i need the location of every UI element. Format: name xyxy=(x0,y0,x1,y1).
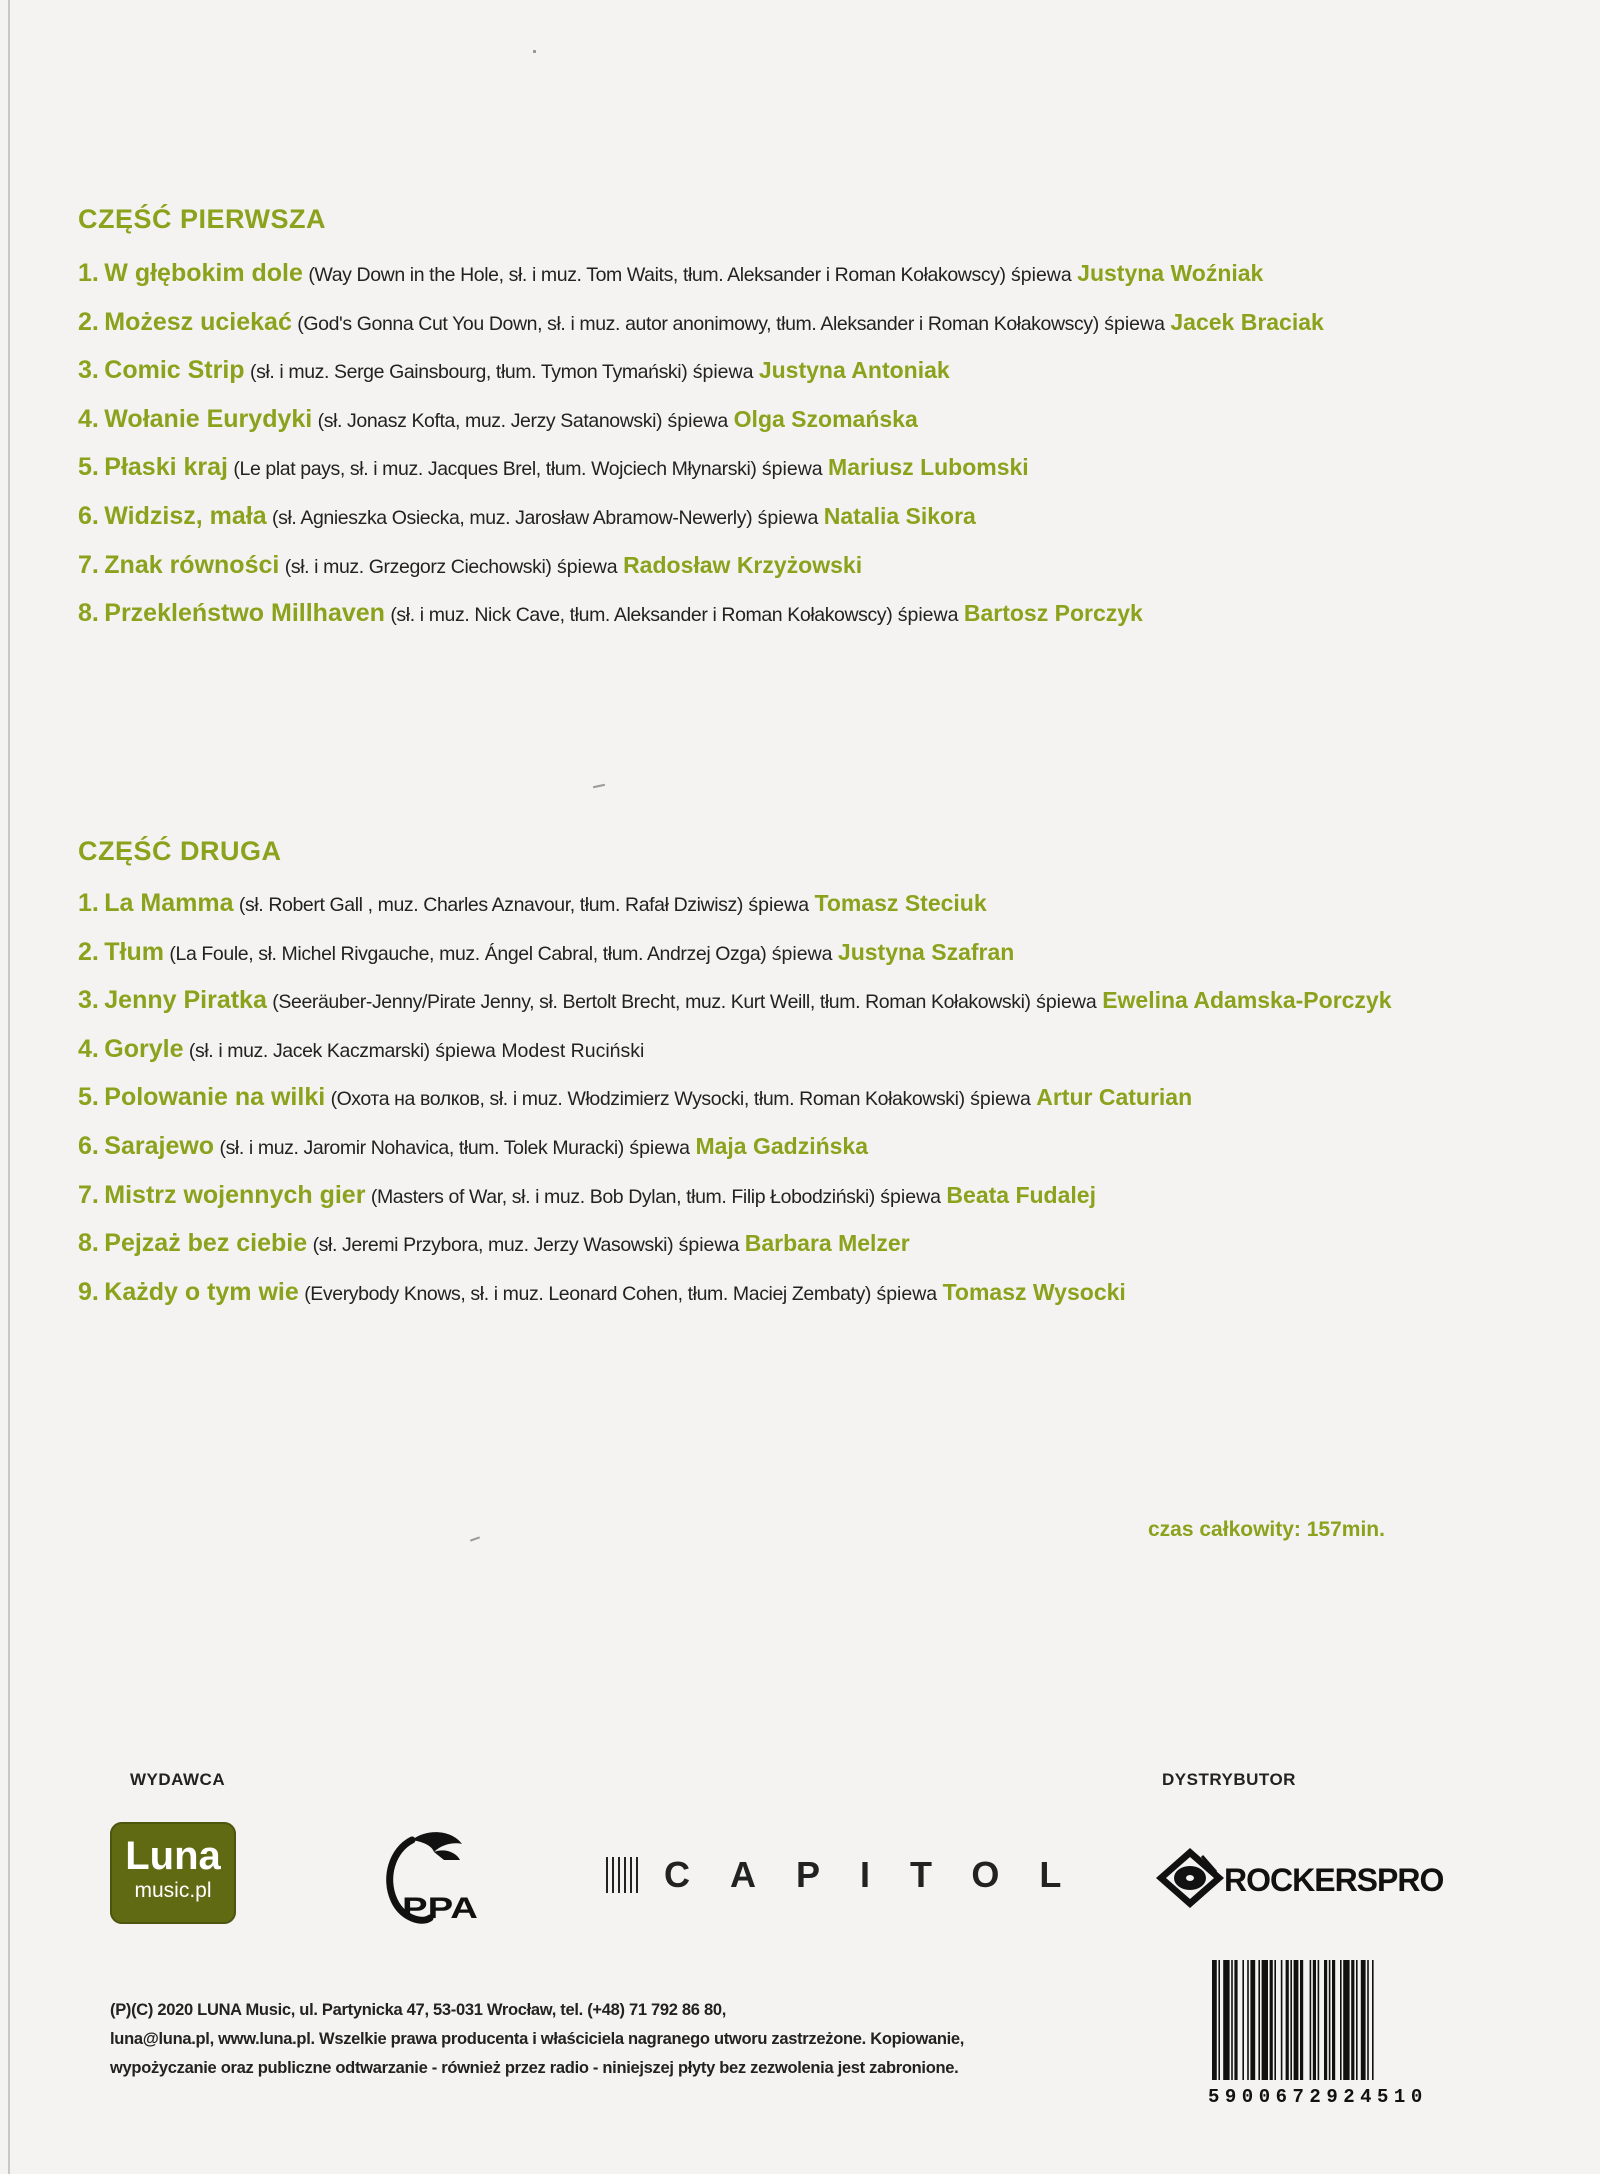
track-singer: Artur Caturian xyxy=(1036,1084,1193,1111)
track-title: Płaski kraj xyxy=(104,453,228,482)
copyright-line: luna@luna.pl, www.luna.pl. Wszelkie prawa producenta i właściciela nagranego utworu zastrzeżone. Kopiowanie, xyxy=(110,2030,965,2048)
track-title: Sarajewo xyxy=(104,1131,215,1160)
track-title: Wołanie Eurydyki xyxy=(104,404,313,433)
track-singer: Tomasz Wysocki xyxy=(942,1278,1126,1305)
track-credits: (Seeräuber-Jenny/Pirate Jenny, sł. Bertolt Brecht, muz. Kurt Weill, tłum. Roman Kołakowski) xyxy=(272,991,1031,1014)
luna-music-logo xyxy=(110,1822,236,1924)
track-item xyxy=(78,443,1558,492)
track-credits: (sł. i muz. Nick Cave, tłum. Aleksander i Roman Kołakowscy) xyxy=(390,604,893,627)
track-item xyxy=(78,249,1558,298)
track-number: 5. xyxy=(78,453,99,482)
track-number: 2. xyxy=(78,307,99,336)
track-performed-by: śpiewa xyxy=(1104,312,1165,335)
track-performed-by: śpiewa xyxy=(1036,991,1097,1014)
copyright-line: (P)(C) 2020 LUNA Music, ul. Partynicka 47, 53-031 Wrocław, tel. (+48) 71 792 86 80, xyxy=(110,2001,726,2019)
track-number: 8. xyxy=(78,1229,99,1258)
track-number: 4. xyxy=(78,1034,99,1063)
track-item xyxy=(78,589,1558,638)
track-item xyxy=(78,1219,1558,1268)
track-credits: (sł. Robert Gall , muz. Charles Aznavour, tłum. Rafał Dziwisz) xyxy=(238,894,743,916)
track-performed-by: śpiewa xyxy=(667,409,729,432)
dust-speck xyxy=(533,50,536,53)
track-credits: (sł. i muz. Jaromir Nohavica, tłum. Tolek Muracki) xyxy=(219,1136,624,1159)
track-number: 4. xyxy=(78,404,99,433)
track-item xyxy=(78,395,1558,444)
track-number: 3. xyxy=(78,356,99,385)
track-singer: Natalia Sikora xyxy=(823,502,976,529)
capitol-bars-icon xyxy=(606,1857,638,1893)
track-performed-by: śpiewa xyxy=(897,604,959,627)
track-singer: Justyna Szafran xyxy=(837,938,1015,965)
track-singer: Modest Ruciński xyxy=(501,1039,645,1062)
track-title: Polowanie na wilki xyxy=(104,1083,326,1112)
track-title: Jenny Piratka xyxy=(104,986,267,1015)
track-number: 6. xyxy=(78,1131,99,1160)
barcode xyxy=(1208,1960,1488,2085)
publisher-label: WYDAWCA xyxy=(130,1770,226,1789)
track-credits: (God's Gonna Cut You Down, sł. i muz. autor anonimowy, tłum. Aleksander i Roman Kołakowscy) xyxy=(297,312,1099,335)
track-singer: Olga Szomańska xyxy=(733,405,918,432)
track-title: W głębokim dole xyxy=(104,259,303,287)
track-singer: Maja Gadzińska xyxy=(695,1132,869,1159)
luna-logo-line2: music.pl xyxy=(134,1879,212,1902)
track-number: 9. xyxy=(78,1277,99,1306)
track-number: 6. xyxy=(78,501,99,530)
tracklist-part-two xyxy=(78,879,1558,1316)
track-title: Goryle xyxy=(104,1034,184,1063)
track-singer: Beata Fudalej xyxy=(946,1181,1096,1208)
track-credits: (Le plat pays, sł. i muz. Jacques Brel, tłum. Wojciech Młynarski) xyxy=(233,458,757,481)
track-performed-by: śpiewa xyxy=(876,1282,938,1305)
track-item xyxy=(78,1122,1558,1171)
rockerspro-logo-text: ROCKERSPRO xyxy=(1224,1862,1444,1898)
track-title: Pejzaż bez ciebie xyxy=(104,1229,308,1258)
track-item xyxy=(78,541,1558,590)
track-item xyxy=(78,346,1558,395)
track-singer: Radosław Krzyżowski xyxy=(623,551,863,578)
track-number: 1. xyxy=(78,889,99,917)
track-item xyxy=(78,1171,1558,1220)
track-item xyxy=(78,298,1558,347)
track-item xyxy=(78,1025,1558,1074)
track-performed-by: śpiewa xyxy=(771,942,833,965)
track-performed-by: śpiewa xyxy=(1011,264,1072,286)
track-number: 7. xyxy=(78,1180,99,1209)
track-performed-by: śpiewa xyxy=(692,361,754,384)
track-singer: Tomasz Steciuk xyxy=(814,890,987,916)
track-title: Comic Strip xyxy=(104,356,245,385)
track-number: 3. xyxy=(78,986,99,1015)
distributor-label: DYSTRYBUTOR xyxy=(1162,1770,1296,1789)
track-credits: (sł. Agnieszka Osiecka, muz. Jarosław Abramow-Newerly) xyxy=(272,506,753,529)
total-time: czas całkowity: 157min. xyxy=(1148,1518,1385,1541)
track-singer: Ewelina Adamska-Porczyk xyxy=(1102,987,1392,1014)
track-credits: (Way Down in the Hole, sł. i muz. Tom Waits, tłum. Aleksander i Roman Kołakowscy) xyxy=(308,264,1006,286)
track-title: Tłum xyxy=(104,937,164,966)
track-credits: (Охота на волков, sł. i muz. Włodzimierz Wysocki, tłum. Roman Kołakowski) xyxy=(330,1088,965,1111)
capitol-logo xyxy=(606,1852,1101,1898)
cover-edge-line xyxy=(8,0,10,2174)
track-title: Przekleństwo Millhaven xyxy=(104,599,385,628)
track-item xyxy=(78,492,1558,541)
track-singer: Justyna Woźniak xyxy=(1077,260,1264,286)
capitol-logo-text: CAPITOL xyxy=(664,1854,1102,1895)
track-performed-by: śpiewa xyxy=(761,458,823,481)
track-number: 1. xyxy=(78,259,99,287)
track-credits: (La Foule, sł. Michel Rivgauche, muz. Ángel Cabral, tłum. Andrzej Ozga) xyxy=(169,942,767,965)
track-title: Mistrz wojennych gier xyxy=(104,1180,366,1209)
copyright-notice xyxy=(110,1996,1010,2083)
track-number: 5. xyxy=(78,1083,99,1112)
track-item xyxy=(78,1268,1558,1317)
track-credits: (sł. Jeremi Przybora, muz. Jerzy Wasowski) xyxy=(312,1234,674,1257)
copyright-line: wypożyczanie oraz publiczne odtwarzanie - również przez radio - niniejszej płyty bez zezwolenia jest zabronione. xyxy=(110,2059,959,2077)
sppa-logo-text: PPA xyxy=(402,1892,478,1925)
track-singer: Mariusz Lubomski xyxy=(828,454,1029,481)
track-performed-by: śpiewa xyxy=(880,1185,941,1208)
track-title: Znak równości xyxy=(104,550,280,579)
track-performed-by: śpiewa xyxy=(629,1136,691,1159)
track-number: 7. xyxy=(78,550,99,579)
track-item xyxy=(78,1073,1558,1122)
track-performed-by: śpiewa xyxy=(970,1088,1031,1111)
track-credits: (sł. i muz. Jacek Kaczmarski) xyxy=(188,1039,430,1062)
track-singer: Jacek Braciak xyxy=(1170,308,1324,335)
track-credits: (sł. i muz. Serge Gainsbourg, tłum. Tymon Tymański) xyxy=(250,361,688,384)
track-credits: (sł. i muz. Grzegorz Ciechowski) xyxy=(284,555,552,578)
track-title: Możesz uciekać xyxy=(104,307,292,336)
section-heading-part-two: CZĘŚĆ DRUGA xyxy=(78,836,282,866)
barcode-digits: 5900672924510 xyxy=(1208,2086,1428,2108)
track-singer: Bartosz Porczyk xyxy=(963,600,1143,627)
tracklist-part-one xyxy=(78,249,1558,638)
track-performed-by: śpiewa xyxy=(435,1039,496,1062)
track-singer: Justyna Antoniak xyxy=(758,357,950,384)
track-credits: (Everybody Knows, sł. i muz. Leonard Cohen, tłum. Maciej Zembaty) xyxy=(304,1282,872,1305)
sppa-logo xyxy=(372,1820,482,1932)
track-item xyxy=(78,879,1558,928)
track-credits: (sł. Jonasz Kofta, muz. Jerzy Satanowski) xyxy=(317,409,663,432)
track-credits: (Masters of War, sł. i muz. Bob Dylan, tłum. Filip Łobodziński) xyxy=(370,1185,875,1208)
track-number: 2. xyxy=(78,937,99,966)
track-item xyxy=(78,976,1558,1025)
track-title: Widzisz, mała xyxy=(104,501,267,530)
dust-speck xyxy=(593,784,605,788)
track-performed-by: śpiewa xyxy=(678,1234,740,1257)
luna-logo-line1: Luna xyxy=(125,1834,221,1878)
track-number: 8. xyxy=(78,599,99,628)
track-item xyxy=(78,928,1558,977)
track-performed-by: śpiewa xyxy=(748,894,810,916)
track-singer: Barbara Melzer xyxy=(744,1230,910,1257)
track-performed-by: śpiewa xyxy=(556,555,618,578)
dust-speck xyxy=(470,1536,480,1541)
section-heading-part-one: CZĘŚĆ PIERWSZA xyxy=(78,204,327,234)
track-title: Każdy o tym wie xyxy=(104,1277,299,1306)
track-title: La Mamma xyxy=(104,889,234,917)
track-performed-by: śpiewa xyxy=(757,506,819,529)
